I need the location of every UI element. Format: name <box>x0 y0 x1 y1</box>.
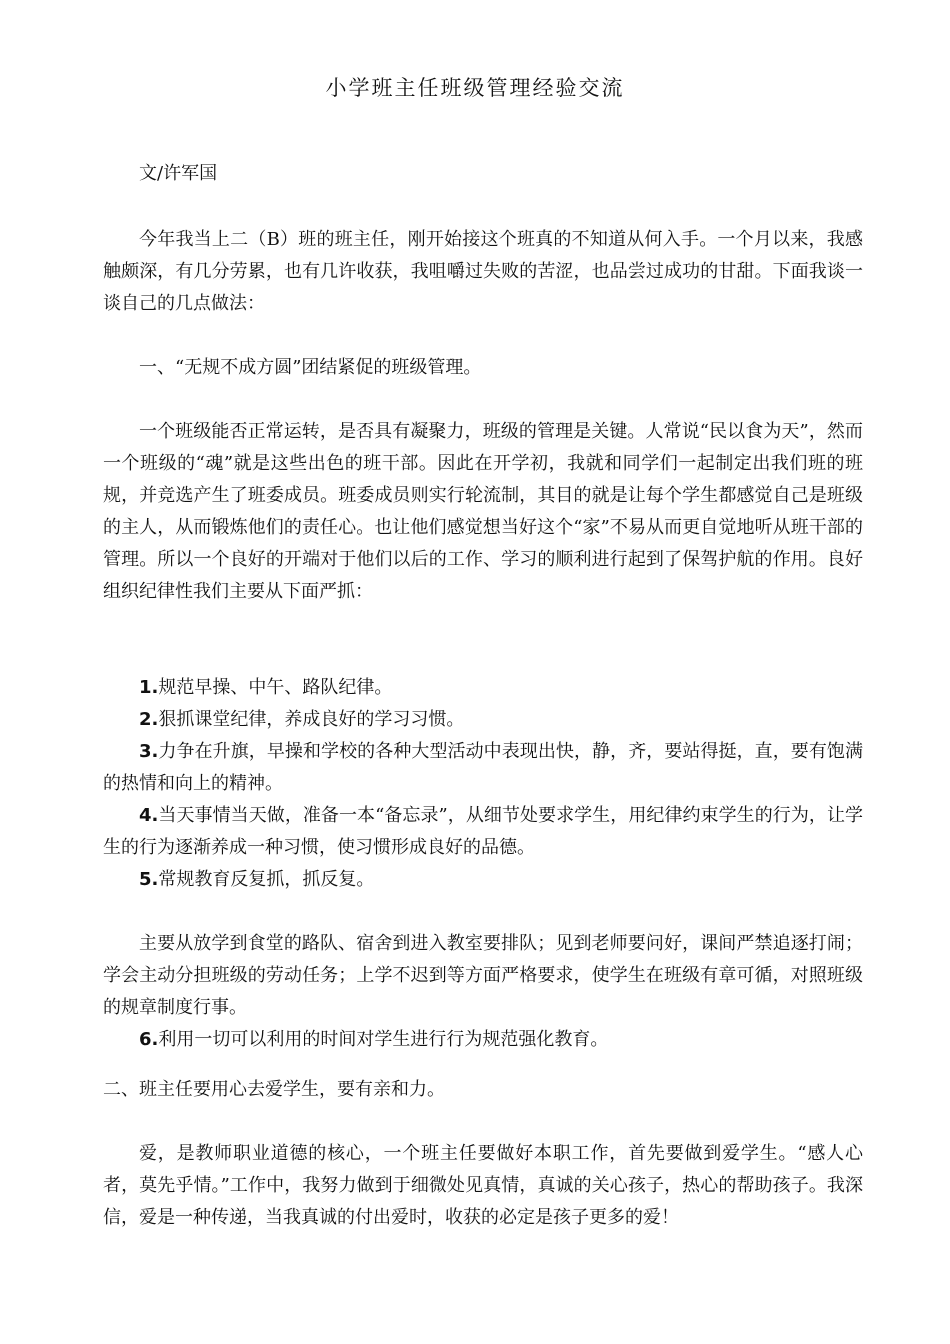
discipline-list <box>103 672 863 896</box>
list-item: 5.常规教育反复抓，抓反复。 <box>139 869 375 890</box>
section-1-paragraph: 一个班级能否正常运转，是否具有凝聚力，班级的管理是关键。人常说“民以食为天”，然而一个班级的“魂”就是这些出色的班干部。因此在开学初，我就和同学们一起制定出我们班的班规，并竞选产生了班委成员。班委成员则实行轮流制，其目的就是让每个学生都感觉自己是班级的主人，从而锻炼他们的责任心。也让他们感觉想当好这个“家”不易从而更自觉地听从班干部的管理。所以一个良好的开端对于他们以后的工作、学习的顺利进行起到了保驾护航的作用。良好组织纪律性我们主要从下面严抓： <box>103 421 863 602</box>
intro-paragraph: 今年我当上二（B）班的班主任，刚开始接这个班真的不知道从何入手。一个月以来，我感触颇深，有几分劳累，也有几许收获，我咀嚼过失败的苦涩，也品尝过成功的甘甜。下面我谈一谈自己的几点做法： <box>103 229 863 314</box>
list-item: 3.力争在升旗，早操和学校的各种大型活动中表现出快，静，齐，要站得挺，直，要有饱满的热情和向上的精神。 <box>103 741 863 794</box>
list-item: 1.规范早操、中午、路队纪律。 <box>139 677 393 698</box>
section-2-heading: 二、班主任要用心去爱学生，要有亲和力。 <box>103 1079 445 1100</box>
document-title: 小学班主任班级管理经验交流 <box>325 76 625 100</box>
list-item: 2.狠抓课堂纪律，养成良好的学习习惯。 <box>139 709 465 730</box>
section-1-heading: 一、“无规不成方圆”团结紧促的班级管理。 <box>139 357 482 378</box>
section-2-paragraph: 爱，是教师职业道德的核心，一个班主任要做好本职工作，首先要做到爱学生。“感人心者，莫先乎情。”工作中，我努力做到于细微处见真情，真诚的关心孩子，热心的帮助孩子。我深信，爱是一种传递，当我真诚的付出爱时，收获的必定是孩子更多的爱！ <box>103 1143 863 1228</box>
routine-block <box>103 928 863 1056</box>
routine-paragraph: 主要从放学到食堂的路队、宿舍到进入教室要排队；见到老师要问好，课间严禁追逐打闹；学会主动分担班级的劳动任务；上学不迟到等方面严格要求，使学生在班级有章可循，对照班级的规章制度行事。 <box>103 933 863 1018</box>
list-item: 6.利用一切可以利用的时间对学生进行行为规范强化教育。 <box>139 1029 609 1050</box>
list-item: 4.当天事情当天做，准备一本“备忘录”，从细节处要求学生，用纪律约束学生的行为，让学生的行为逐渐养成一种习惯，使习惯形成良好的品德。 <box>103 805 863 858</box>
author-line: 文/许军国 <box>139 163 218 184</box>
